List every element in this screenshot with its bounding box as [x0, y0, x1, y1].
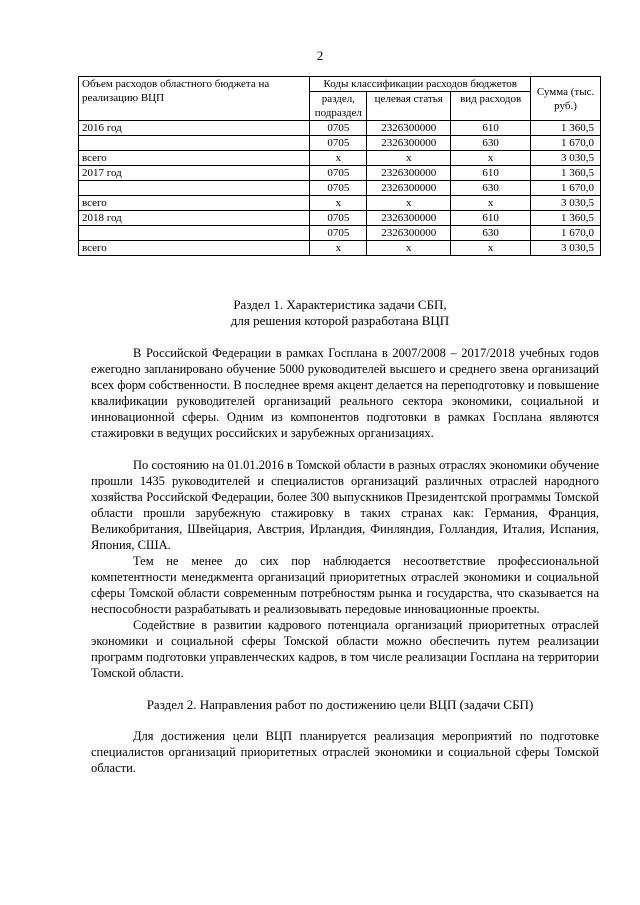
target-article-cell: 2326300000: [367, 226, 451, 241]
table-row: [79, 166, 601, 181]
expense-type-cell: 610: [451, 166, 531, 181]
table-body: [79, 121, 601, 256]
expense-type-cell: х: [451, 241, 531, 256]
section-code-cell: 0705: [310, 166, 367, 181]
sum-cell: 1 360,5: [531, 121, 601, 136]
sum-cell: 3 030,5: [531, 151, 601, 166]
section-code-cell: х: [310, 151, 367, 166]
section1-paragraph-3: Тем не менее до сих пор наблюдается несоответствие профессиональной компетентности менеджмента организаций приоритетных отраслей экономики и социальной сферы Томской области современным потребностям рынка и государства, что сказывается на неспособности разрабатывать и реализовывать передовые инновационные проекты.: [91, 554, 599, 616]
sum-cell: 1 670,0: [531, 136, 601, 151]
target-article-cell: 2326300000: [367, 121, 451, 136]
section-code-cell: 0705: [310, 211, 367, 226]
target-article-cell: 2326300000: [367, 136, 451, 151]
target-article-cell: х: [367, 151, 451, 166]
header-codes-group: Коды классификации расходов бюджетов: [310, 77, 531, 92]
table-row: [79, 226, 601, 241]
section2-title: Раздел 2. Направления работ по достижению цели ВЦП (задачи СБП): [146, 697, 534, 712]
section2-paragraph-1: Для достижения цели ВЦП планируется реализация мероприятий по подготовке специалистов организаций приоритетных отраслей экономики и социальной сферы Томской области.: [91, 729, 599, 775]
expense-type-cell: х: [451, 196, 531, 211]
section-code-cell: 0705: [310, 226, 367, 241]
expense-type-cell: х: [451, 151, 531, 166]
row-label-cell: [79, 136, 310, 151]
header-section: раздел, подраздел: [310, 92, 367, 121]
row-label-cell: 2018 год: [79, 211, 310, 226]
expense-type-cell: 630: [451, 181, 531, 196]
table-row: [79, 136, 601, 151]
target-article-cell: 2326300000: [367, 181, 451, 196]
row-label-cell: всего: [79, 241, 310, 256]
expense-type-cell: 630: [451, 136, 531, 151]
header-expense-type: вид расходов: [451, 92, 531, 121]
expense-type-cell: 610: [451, 121, 531, 136]
section1-title-line1: Раздел 1. Характеристика задачи СБП,: [233, 297, 447, 312]
target-article-cell: х: [367, 196, 451, 211]
row-label-cell: 2016 год: [79, 121, 310, 136]
target-article-cell: 2326300000: [367, 211, 451, 226]
table-row: [79, 151, 601, 166]
row-label-cell: [79, 226, 310, 241]
row-label-cell: [79, 181, 310, 196]
target-article-cell: х: [367, 241, 451, 256]
section1-paragraph-2: По состоянию на 01.01.2016 в Томской области в разных отраслях экономики обучение прошли 1435 руководителей и специалистов организаций различных отраслей народного хозяйства Российской Федерации, более 300 выпускников Президентской программы Томской области прошли зарубежную стажировку в таких странах как: Германия, Франция, Великобритания, Швейцария, Австрия, Ирландия, Финляндия, Голландия, Италия, Испания, Япония, США.: [91, 458, 599, 552]
sum-cell: 3 030,5: [531, 196, 601, 211]
expense-type-cell: 630: [451, 226, 531, 241]
sum-cell: 1 670,0: [531, 181, 601, 196]
table-row: [79, 181, 601, 196]
section-code-cell: 0705: [310, 121, 367, 136]
sum-cell: 3 030,5: [531, 241, 601, 256]
target-article-cell: 2326300000: [367, 166, 451, 181]
section-code-cell: 0705: [310, 181, 367, 196]
section1-title: [60, 297, 620, 329]
row-label-cell: всего: [79, 196, 310, 211]
table-row: [79, 121, 601, 136]
page-number: 2: [316, 48, 324, 63]
section1-paragraph-1: В Российской Федерации в рамках Госплана в 2007/2008 – 2017/2018 учебных годов ежегодно запланировано обучение 5000 руководителей высшего и среднего звена организаций всех форм собственности. В последнее время акцент делается на переподготовку и повышение квалификации руководителей организаций реального сектора экономики, социальной и инновационной сферы. Одним из компонентов подготовки в рамках Госплана являются стажировки в ведущих российских и зарубежных организациях.: [91, 346, 599, 440]
sum-cell: 1 360,5: [531, 211, 601, 226]
table-row: [79, 211, 601, 226]
table-header-row: [79, 77, 601, 92]
table-row: [79, 241, 601, 256]
section-code-cell: 0705: [310, 136, 367, 151]
section-code-cell: х: [310, 241, 367, 256]
header-budget-volume: Объем расходов областного бюджета на реализацию ВЦП: [79, 77, 310, 121]
section-code-cell: х: [310, 196, 367, 211]
row-label-cell: 2017 год: [79, 166, 310, 181]
header-sum: Сумма (тыс. руб.): [531, 77, 601, 121]
section1-title-line2: для решения которой разработана ВЦП: [230, 313, 450, 328]
expense-type-cell: 610: [451, 211, 531, 226]
section1-paragraph-4: Содействие в развитии кадрового потенциала организаций приоритетных отраслей экономики и социальной сферы Томской области можно обеспечить путем реализации программ подготовки управленческих кадров, в том числе реализации Госплана на территории Томской области.: [91, 618, 599, 680]
sum-cell: 1 670,0: [531, 226, 601, 241]
table-row: [79, 196, 601, 211]
header-target-article: целевая статья: [367, 92, 451, 121]
budget-table: [78, 76, 601, 256]
sum-cell: 1 360,5: [531, 166, 601, 181]
row-label-cell: всего: [79, 151, 310, 166]
